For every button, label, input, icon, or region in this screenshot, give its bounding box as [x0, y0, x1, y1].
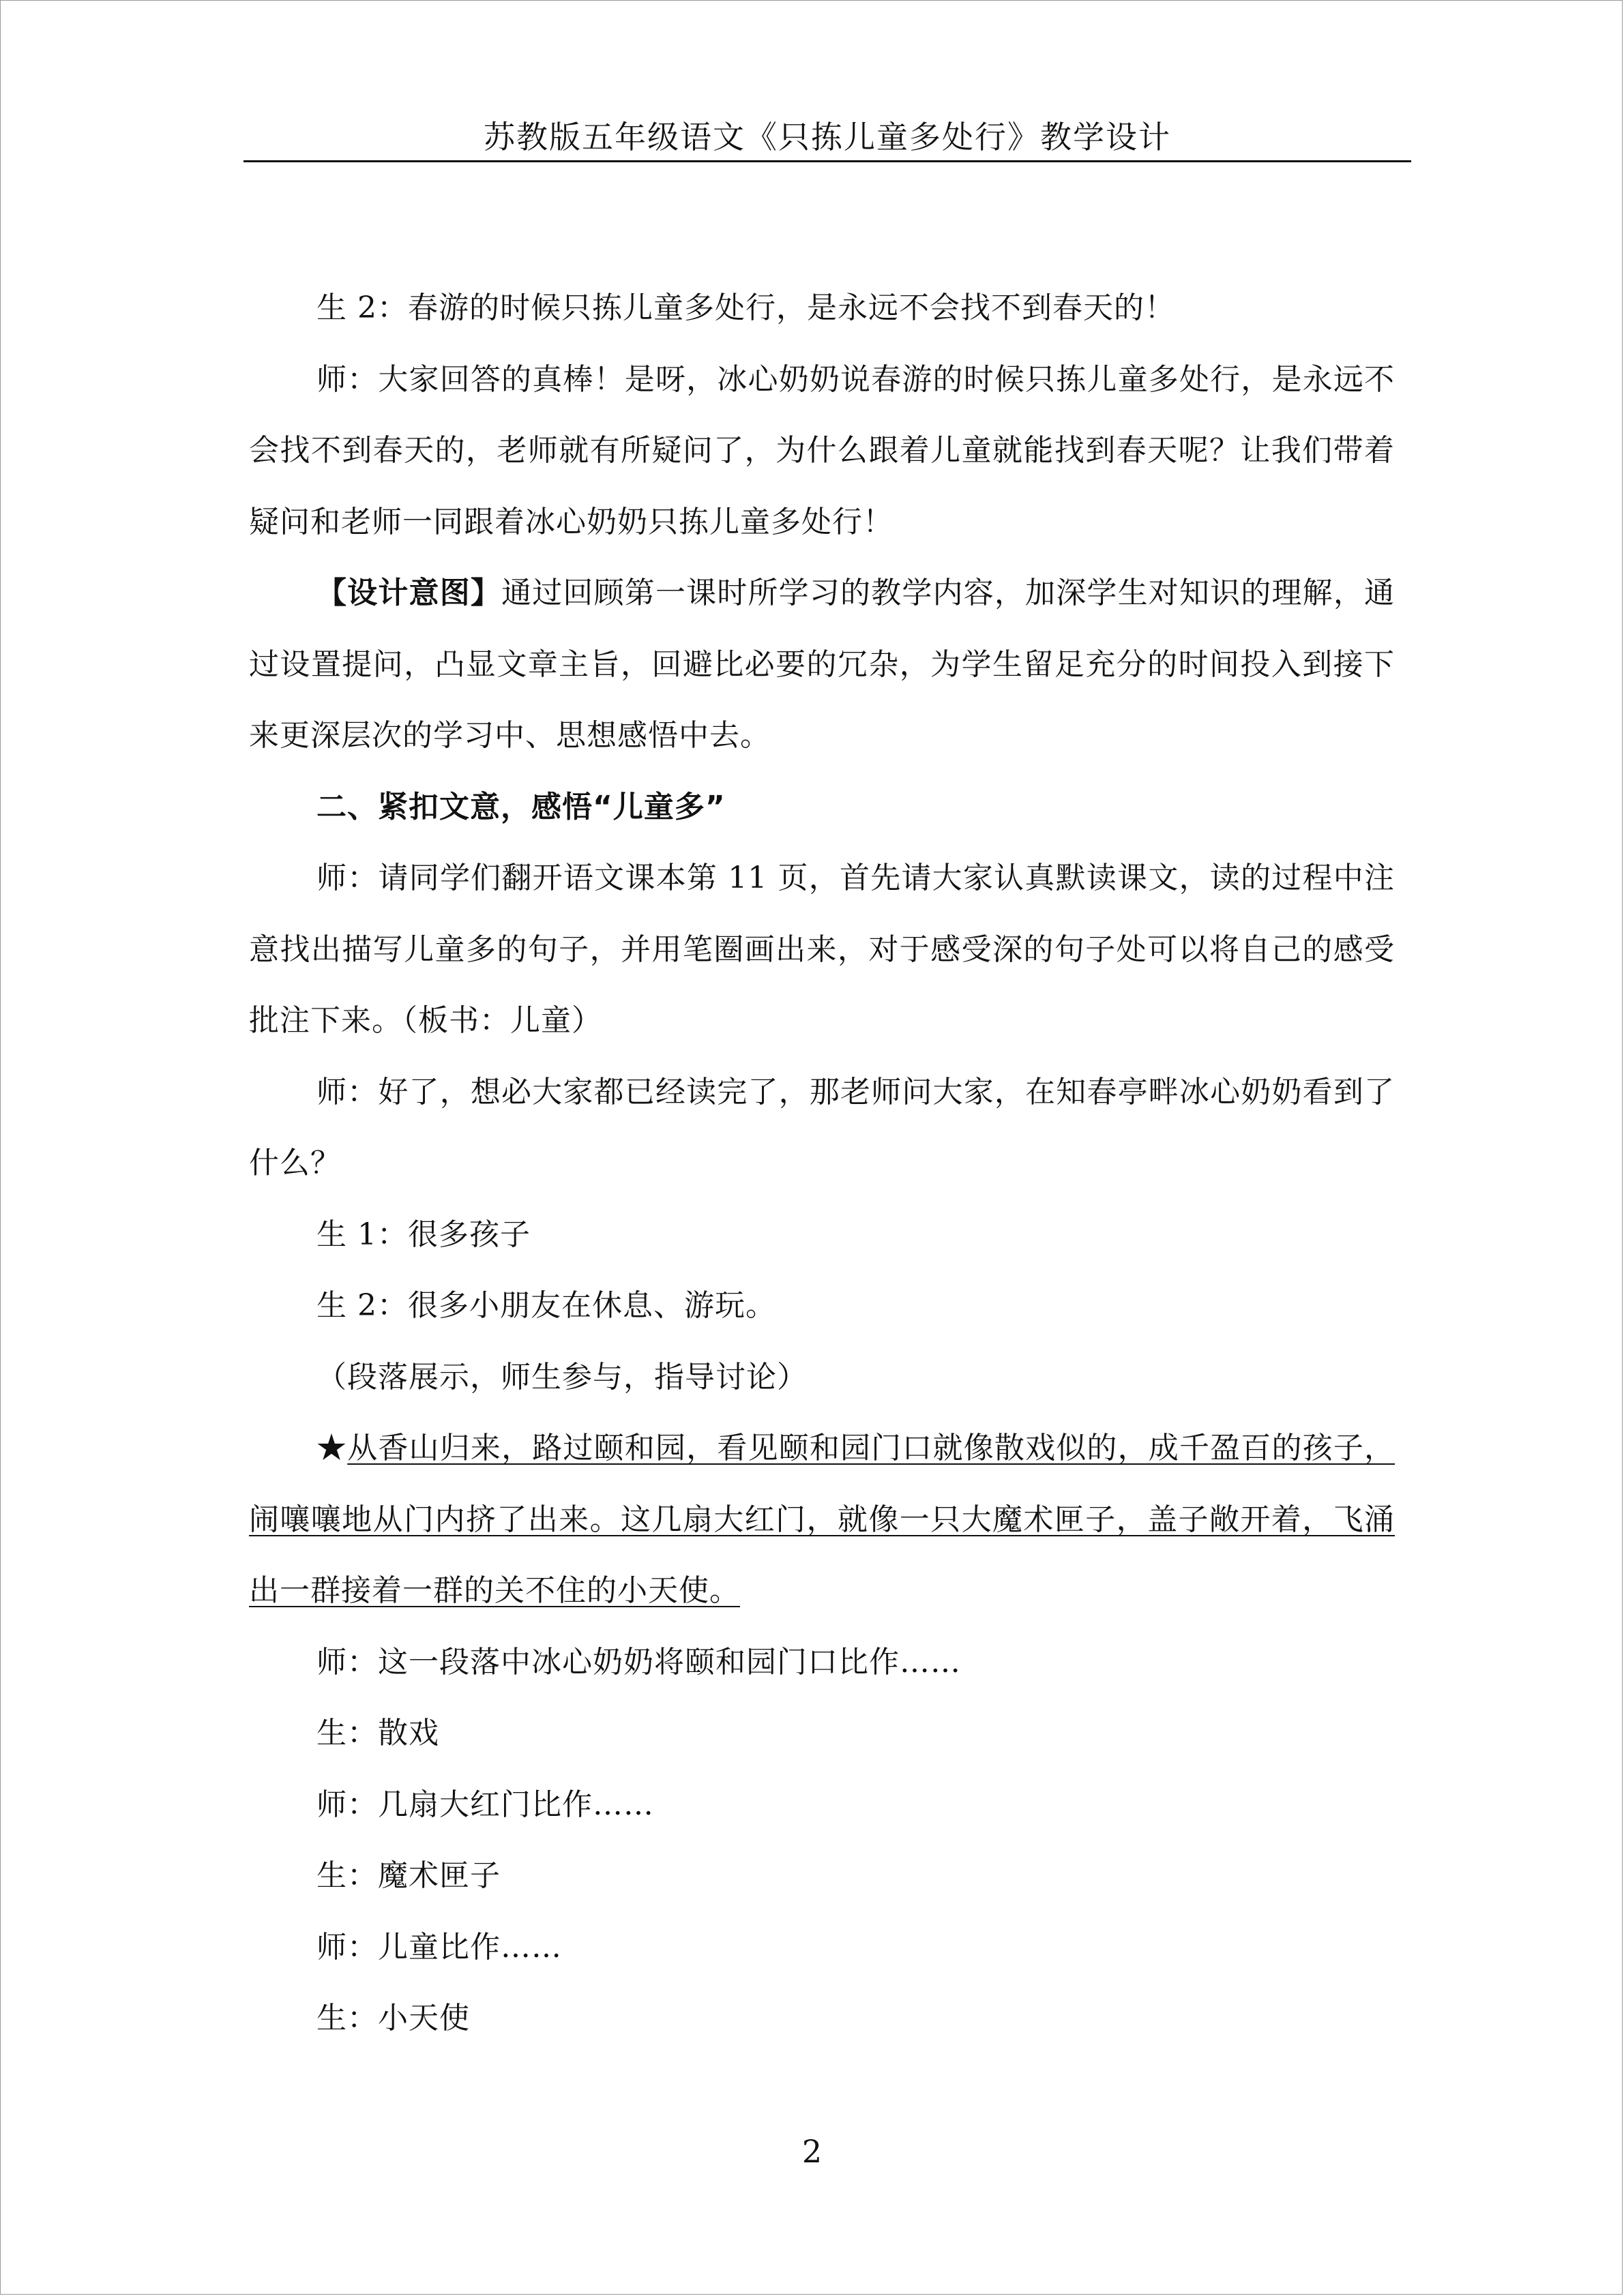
header-divider: [243, 160, 1411, 162]
paragraph-teacher-metaphor-1: 师：这一段落中冰心奶奶将颐和园门口比作……: [316, 1644, 961, 1680]
paragraph-reading-instruction: 师：请同学们翻开语文课本第 11 页，首先请大家认真默读课文，读的过程中注意找出描写儿童多的句子，并用笔圈画出来，对于感受深的句子处可以将自己的感受批注下来。（板书：儿童）: [249, 861, 1395, 1038]
paragraph-student-reply-2: 生：魔术匣子: [316, 1858, 501, 1893]
paragraph-student-answer-2: 生 2：春游的时候只拣儿童多处行，是永远不会找不到春天的！: [316, 290, 1175, 325]
paragraph-teacher-question: 师：大家回答的真棒！是呀，冰心奶奶说春游的时候只拣儿童多处行，是永远不会找不到春天的，老师就有所疑问了，为什么跟着儿童就能找到春天呢？让我们带着疑问和老师一同跟着冰心奶奶只拣儿童多处行！: [249, 361, 1395, 539]
quote-underlined-text: 从香山归来，路过颐和园，看见颐和园门口就像散戏似的，成千盈百的孩子，闹嚷嚷地从门内挤了出来。这几扇大红门，就像一只大魔术匣子，盖子敞开着，飞涌出一群接着一群的关不住的小天使。: [249, 1431, 1396, 1608]
design-intent-label: 【设计意图】: [316, 576, 502, 610]
page-header-title: 苏教版五年级语文《只拣儿童多处行》教学设计: [484, 119, 1171, 155]
paragraph-student-reply-1: 生：散戏: [316, 1716, 439, 1750]
paragraph-teacher-metaphor-2: 师：几扇大红门比作……: [316, 1787, 654, 1822]
paragraph-teacher-metaphor-3: 师：儿童比作……: [316, 1929, 562, 1965]
paragraph-design-intent: [249, 558, 1395, 772]
paragraph-student-2: 生 2：很多小朋友在休息、游玩。: [316, 1288, 776, 1323]
paragraph-quote: [249, 1413, 1395, 1627]
document-body: [249, 273, 1395, 2055]
section-heading: 二、紧扣文意，感悟“儿童多”: [316, 789, 726, 824]
page-number: 2: [801, 2133, 823, 2170]
paragraph-teacher-prompt: 师：好了，想必大家都已经读完了，那老师问大家，在知春亭畔冰心奶奶看到了什么？: [249, 1074, 1395, 1180]
design-intent-text: 通过回顾第一课时所学习的教学内容，加深学生对知识的理解，通过设置提问，凸显文章主旨，回避比必要的冗杂，为学生留足充分的时间投入到接下来更深层次的学习中、思想感悟中去。: [249, 576, 1396, 753]
star-icon: ★: [316, 1431, 348, 1465]
paragraph-student-1: 生 1：很多孩子: [316, 1217, 531, 1252]
paragraph-activity-note: （段落展示，师生参与，指导讨论）: [316, 1359, 808, 1395]
paragraph-student-reply-3: 生：小天使: [316, 2001, 470, 2036]
